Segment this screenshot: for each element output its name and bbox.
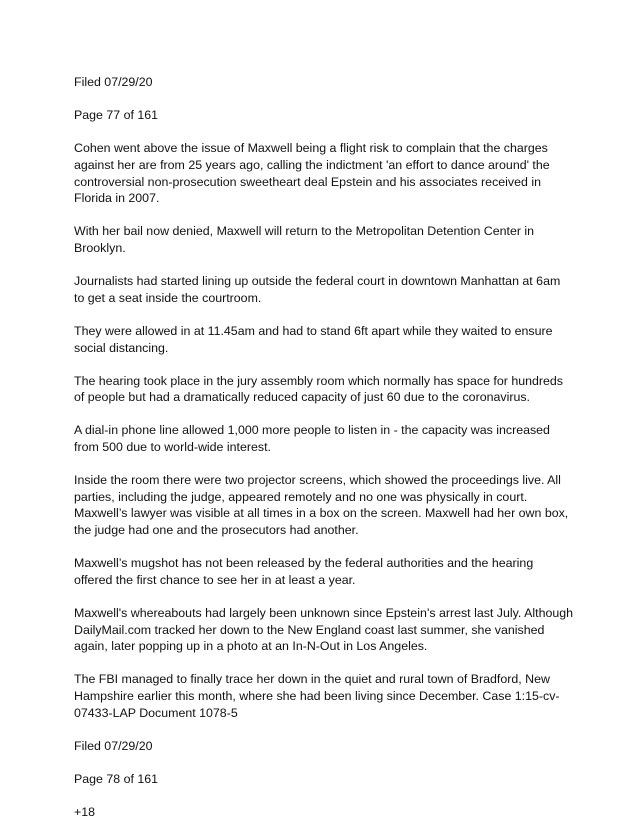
page-number-2: Page 78 of 161 <box>74 771 159 786</box>
paragraph-hearing-room: The hearing took place in the jury assembly room which normally has space for hundreds of people but had a dramatically reduced capacity of just 60 due to the coronavirus. <box>74 373 563 405</box>
filed-date-2: Filed 07/29/20 <box>74 738 153 753</box>
image-count: +18 <box>74 805 96 820</box>
paragraph-fbi: The FBI managed to finally trace her down in the quiet and rural town of Bradford, New Hampshire earlier this month, where she had been living since December. Case 1:15-cv-07433-LAP Document 1078-5 <box>74 672 560 720</box>
paragraph-bail: With her bail now denied, Maxwell will return to the Metropolitan Detention Center in Brooklyn. <box>74 224 535 255</box>
document-page <box>74 74 574 837</box>
paragraph-projector: Inside the room there were two projector screens, which showed the proceedings live. All parties, including the judge, appeared remotely and no one was physically in court. Maxwell’s lawyer was visible at all times in a box on the screen. Maxwell had her own box, the judge had one and the prosecutors had another. <box>74 473 569 538</box>
filed-date-1: Filed 07/29/20 <box>74 75 153 89</box>
page-number-1: Page 77 of 161 <box>74 108 159 123</box>
paragraph-distancing: They were allowed in at 11.45am and had to stand 6ft apart while they waited to ensure social distancing. <box>74 323 553 355</box>
paragraph-journalists: Journalists had started lining up outside the federal court in downtown Manhattan at 6am to get a seat inside the courtroom. <box>74 274 561 305</box>
paragraph-whereabouts: Maxwell's whereabouts had largely been unknown since Epstein's arrest last July. Although DailyMail.com tracked her down to the New England coast last summer, she vanished again, later popping up in a photo at an In-N-Out in Los Angeles. <box>74 606 574 654</box>
paragraph-phone-line: A dial-in phone line allowed 1,000 more people to listen in - the capacity was increased from 500 due to world-wide interest. <box>74 423 550 455</box>
paragraph-mugshot: Maxwell’s mugshot has not been released by the federal authorities and the hearing offered the first chance to see her in at least a year. <box>74 556 534 587</box>
paragraph-cohen: Cohen went above the issue of Maxwell being a flight risk to complain that the charges against her are from 25 years ago, calling the indictment 'an effort to dance around' the controversial non-prosecution sweetheart deal Epstein and his associates received in Florida in 2007. <box>74 141 550 206</box>
